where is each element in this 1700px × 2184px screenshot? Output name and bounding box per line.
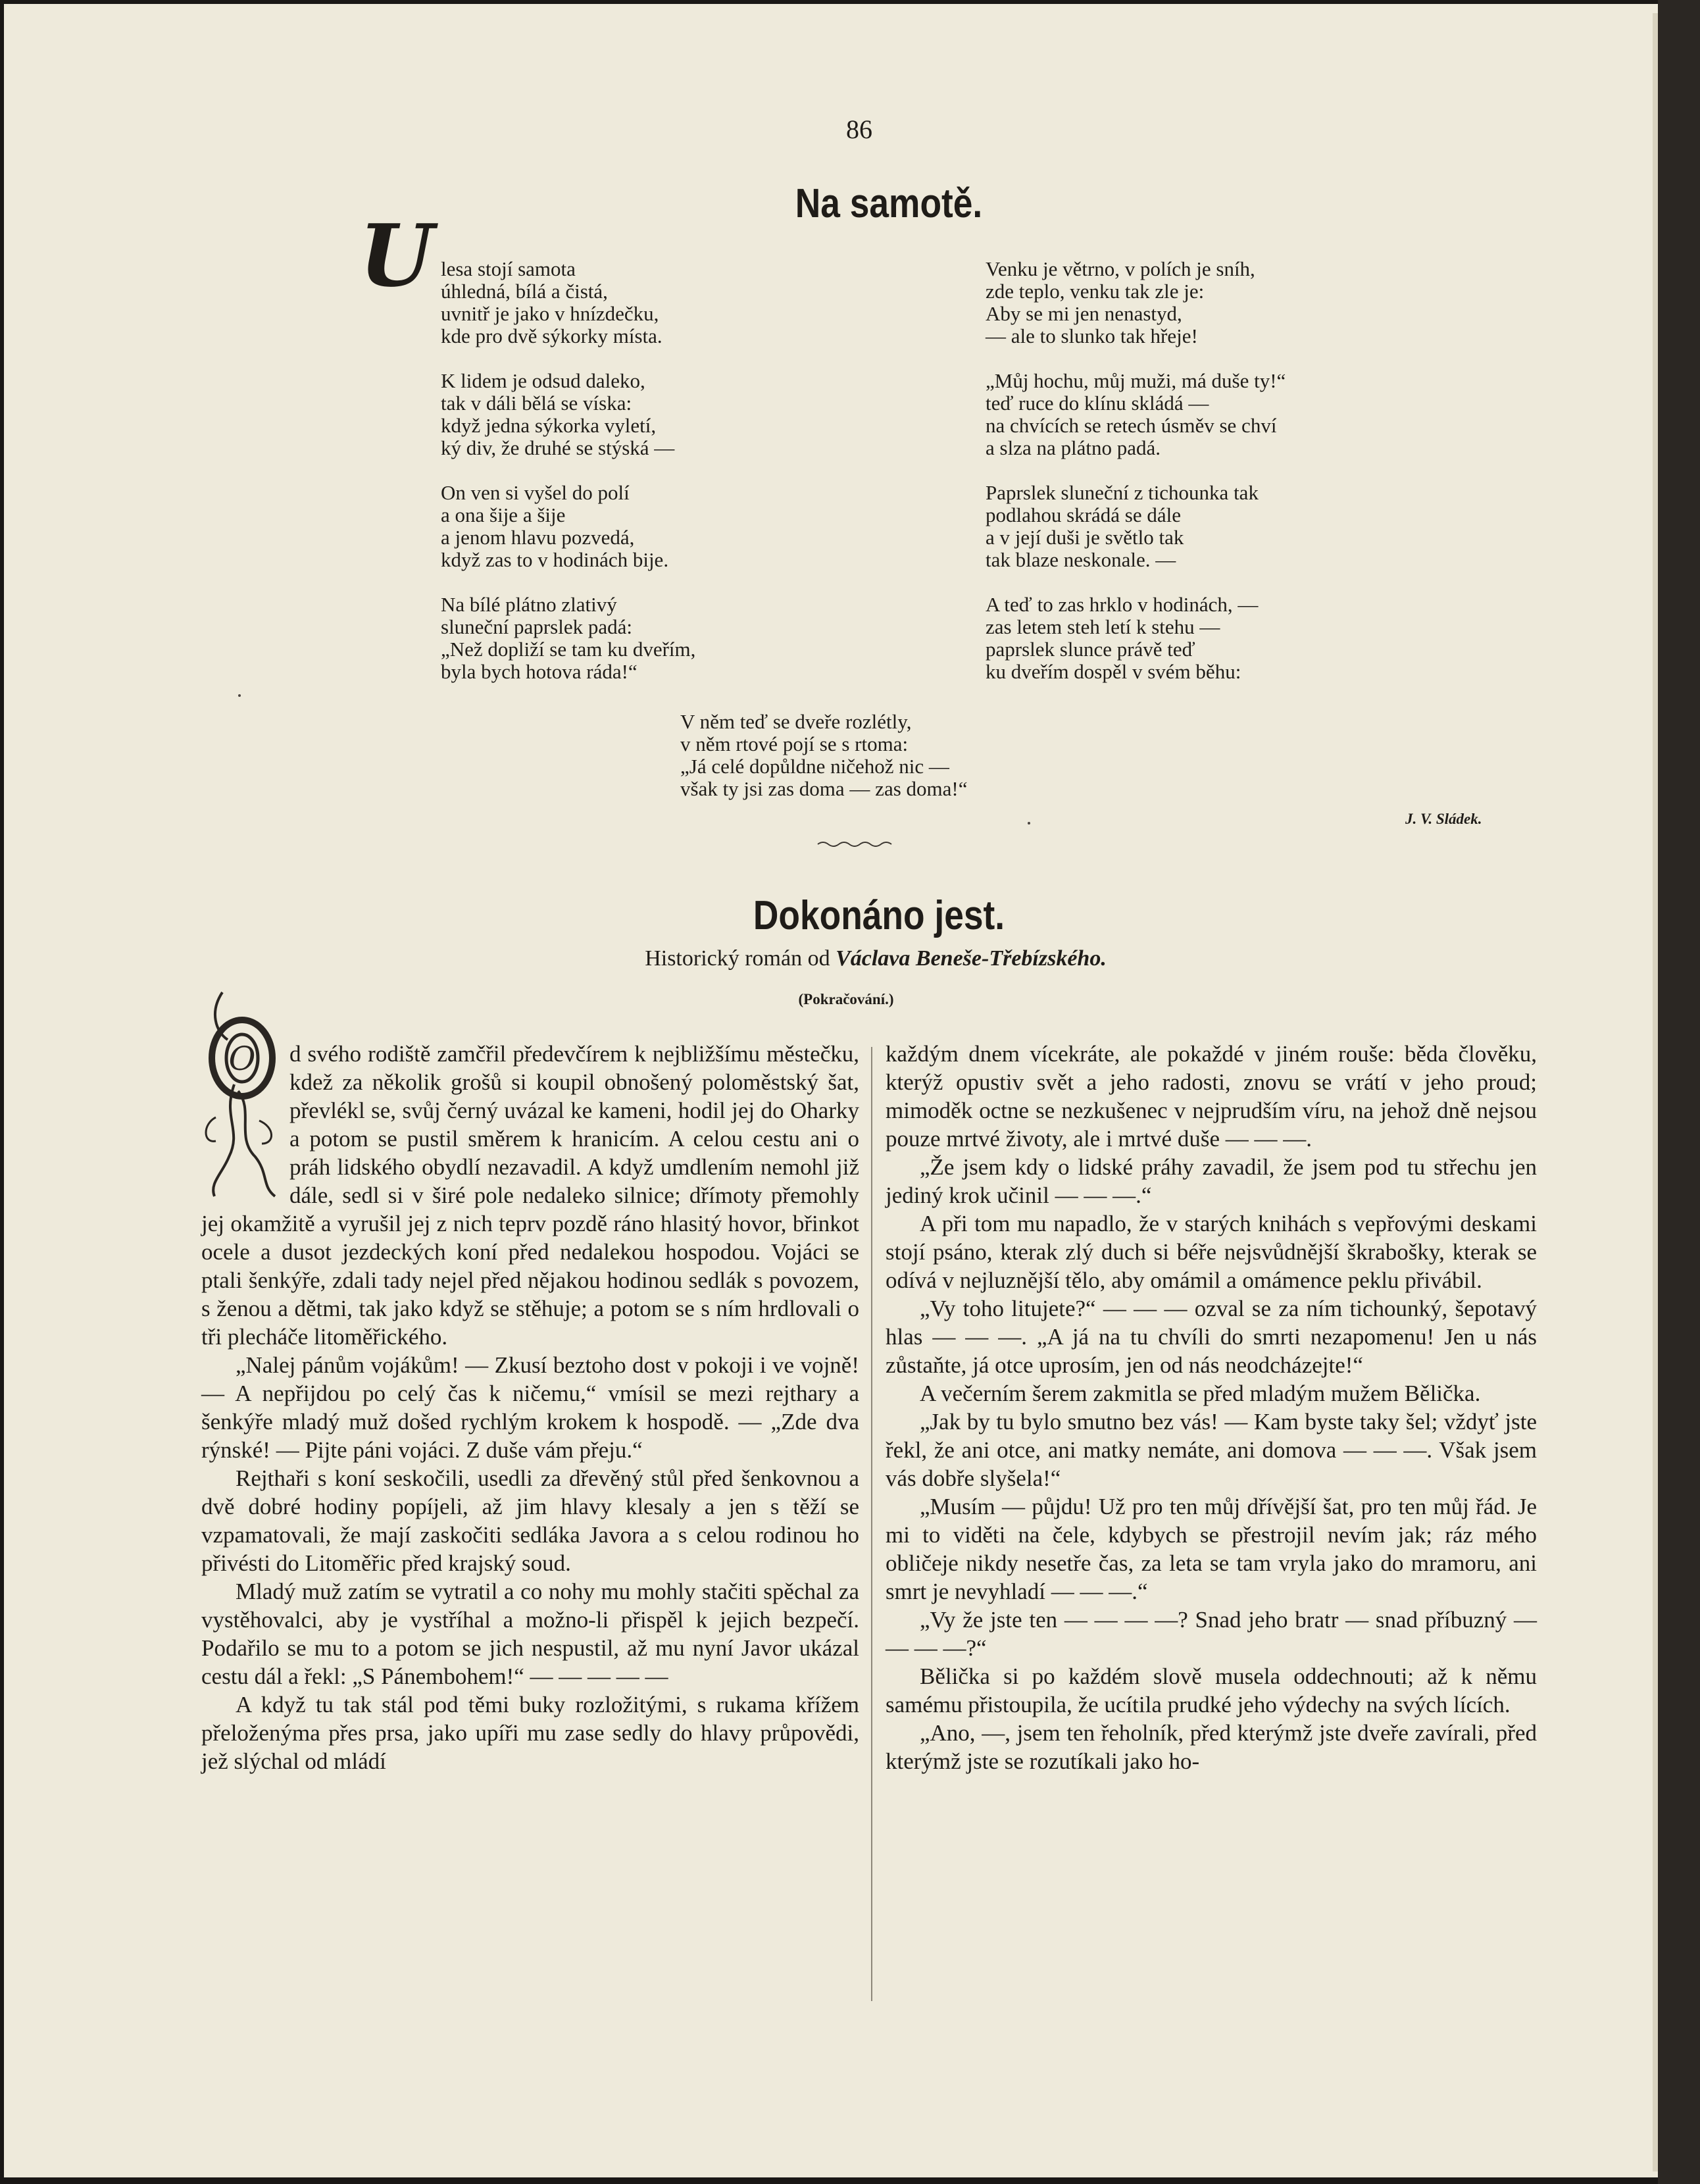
poem-initial-letter: U (359, 205, 434, 306)
novel-paragraph: „Že jsem kdy o lidské práhy zavadil, že jsem pod tu střechu jen jediný krok učinil — — —.“ (886, 1154, 1537, 1208)
novel-paragraph: Rejthaři s koní seskočili, usedli za dřevěný stůl před šenkovnou a dvě dobré hodiny popíjeli, až jim hlavy klesaly a jen s těží se vzpamatovali, že mají zaskočiti sedláka Javora a s celou rodinou ho přivésti do Litoměřic před krajský soud. (201, 1465, 859, 1576)
novel-paragraph: „Nalej pánům vojákům! — Zkusí beztoho dost v pokoji i ve vojně! — A nepřijdou po celý čas k ničemu,“ vmísil se mezi rejthary a šenkýře mladý muž došed rychlým krokem k hospodě. — „Zde dva rýnské! — Pijte páni vojáci. Z duše vám přeju.“ (201, 1352, 859, 1463)
novel-paragraph: d svého rodiště zamčřil předevčírem k nejbližšímu městečku, kdež za několik grošů si koupil obnošený poloměstský šat, převlékl se, svůj černý uvázal ke kameni, hodil jej do Oharky a potom se pustil směrem k hranicím. A celou cestu ani o práh lidského obydlí nezavadil. A když umdlením nemohl již dále, sedl si v širé pole nedaleko silnice; dřímoty přemohly jej okamžitě a vyrušil jej z nich teprv pozdě ráno hlasitý hovor, břinkot ocele a dusot jezdeckých koní před nedalekou hospodou. Vojáci se ptali šenkýře, zdali tady nejel před nějakou hodinou sedlák s povozem, s ženou a dětmi, tak jako když se stěhuje; a potom se s ním hrdlovali o tři plecháče litoměřického. (201, 1041, 859, 1350)
ornamental-initial-o (196, 986, 283, 1203)
novel-initial-letter: O (228, 1040, 256, 1078)
poem-stanza: „Můj hochu, můj muži, má duše ty!“ teď ruce do klínu skládá — na chvících se retech úsměv se chví a slza na plátno padá. (986, 369, 1286, 459)
novel-subtitle (530, 946, 1221, 971)
novel-right-column (886, 1040, 1537, 1775)
novel-paragraph: „Musím — půjdu! Už pro ten můj dřívější šat, pro ten můj řád. Je mi to viděti na čele, kdybych se přestrojil nevím jak; ráz mého obličeje nikdy nesetře čas, za leta se tam vryla jako do mramoru, ani smrt je nevyhladí — — —.“ (886, 1494, 1537, 1604)
novel-author: Václava Beneše-Třebízského. (836, 946, 1107, 971)
novel-subtitle-prefix: Historický román od (645, 946, 830, 971)
novel-paragraph: Bělička si po každém slově musela oddechnouti; až k němu samému přistoupila, že ucítila prudké jeho výdechy na svých lících. (886, 1663, 1537, 1717)
poem-stanza: Paprslek sluneční z tichounka tak podlahou skrádá se dále a v její duši je světlo tak tak blaze neskonale. — (986, 481, 1259, 571)
poem-stanza: K lidem je odsud daleko, tak v dáli bělá se víska: když jedna sýkorka vyletí, ký div, že druhé se stýská — (441, 369, 675, 459)
poem-stanza: A teď to zas hrklo v hodinách, — zas letem steh letí k stehu — paprslek slunce právě teď ku dveřím dospěl v svém běhu: (986, 593, 1259, 683)
poem-stanza: On ven si vyšel do polí a ona šije a šije a jenom hlavu pozvedá, když zas to v hodinách bije. (441, 481, 669, 571)
novel-paragraph: A večerním šerem zakmitla se před mladým mužem Bělička. (920, 1381, 1481, 1406)
novel-paragraph: každým dnem vícekráte, ale pokaždé v jiném rouše: běda člověku, kterýž opustiv svět a jeho radosti, znovu se vrátí v jeho proud; mimoděk octne se nezkušenec v nejprudším víru, na jehož dně nejsou pouze mrtvé životy, ale i mrtvé duše — — —. (886, 1041, 1537, 1152)
poem-signature: J. V. Sládek. (1405, 811, 1482, 827)
page (4, 4, 1667, 2177)
poem-stanza: Na bílé plátno zlativý sluneční paprslek padá: „Než dopliží se tam ku dveřím, byla bych hotova ráda!“ (441, 593, 696, 683)
novel-paragraph: „Vy že jste ten — — — —? Snad jeho bratr — snad příbuzný — — — —?“ (886, 1607, 1537, 1661)
novel-title: Dokonáno jest. (753, 893, 1005, 938)
book-spine (1658, 0, 1700, 2184)
novel-paragraph: A když tu tak stál pod těmi buky rozložitými, s rukama křížem přeloženýma přes prsa, jako upíři mu zase sedly do hlavy průpovědi, jež slýchal od mládí (201, 1692, 859, 1774)
poem-final-stanza: V něm teď se dveře rozlétly, v něm rtové pojí se s rtoma: „Já celé dopůldne ničehož nic — však ty jsi zas doma — zas doma!“ (680, 710, 968, 800)
paper-speck (238, 694, 241, 697)
poem-stanza: Venku je větrno, v polích je sníh, zde teplo, venku tak zle je: Aby se mi jen nenastyd, — ale to slunko tak hřeje! (986, 257, 1255, 347)
ornamental-divider (816, 840, 895, 849)
novel-paragraph: A při tom mu napadlo, že v starých knihách s vepřovými deskami stojí psáno, kterak zlý duch si béře nejsvůdnější škrabošky, kterak se odívá v nejluznější tělo, aby omámil a omámence peklu přivábil. (886, 1211, 1537, 1293)
page-number: 86 (846, 114, 872, 144)
paper-speck (1028, 822, 1030, 825)
novel-paragraph: „Jak by tu bylo smutno bez vás! — Kam byste taky šel; vždyť jste řekl, že ani otce, ani matky nemáte, ani domova — — —. Však jsem vás dobře slyšela!“ (886, 1409, 1537, 1491)
novel-paragraph: Mladý muž zatím se vytratil a co nohy mu mohly stačiti spěchal za vystěhovalci, aby je vystříhal a možno-li přispěl k jejich bezpečí. Podařilo se mu to a potom se jich nespustil, až mu nyní Javor ukázal cestu dál a řekl: „S Pánembohem!“ — — — — — (201, 1579, 859, 1689)
continuation-note: (Pokračování.) (798, 991, 894, 1007)
column-rule (871, 1047, 872, 2001)
poem-stanza: lesa stojí samota úhledná, bílá a čistá, uvnitř je jako v hnízdečku, kde pro dvě sýkorky místa. (441, 257, 662, 347)
novel-paragraph: „Vy toho litujete?“ — — — ozval se za ním tichounký, šepotavý hlas — — —. „A já na tu chvíli do smrti nezapomenu! Jen u nás zůstaňte, já otce uprosím, jen od nás neodcházejte!“ (886, 1296, 1537, 1378)
novel-paragraph: „Ano, —, jsem ten řeholník, před kterýmž jste dveře zavírali, před kterýmž jste se rozutíkali jako ho- (886, 1720, 1537, 1774)
poem-title: Na samotě. (795, 181, 983, 226)
novel-left-column (201, 1040, 859, 1775)
